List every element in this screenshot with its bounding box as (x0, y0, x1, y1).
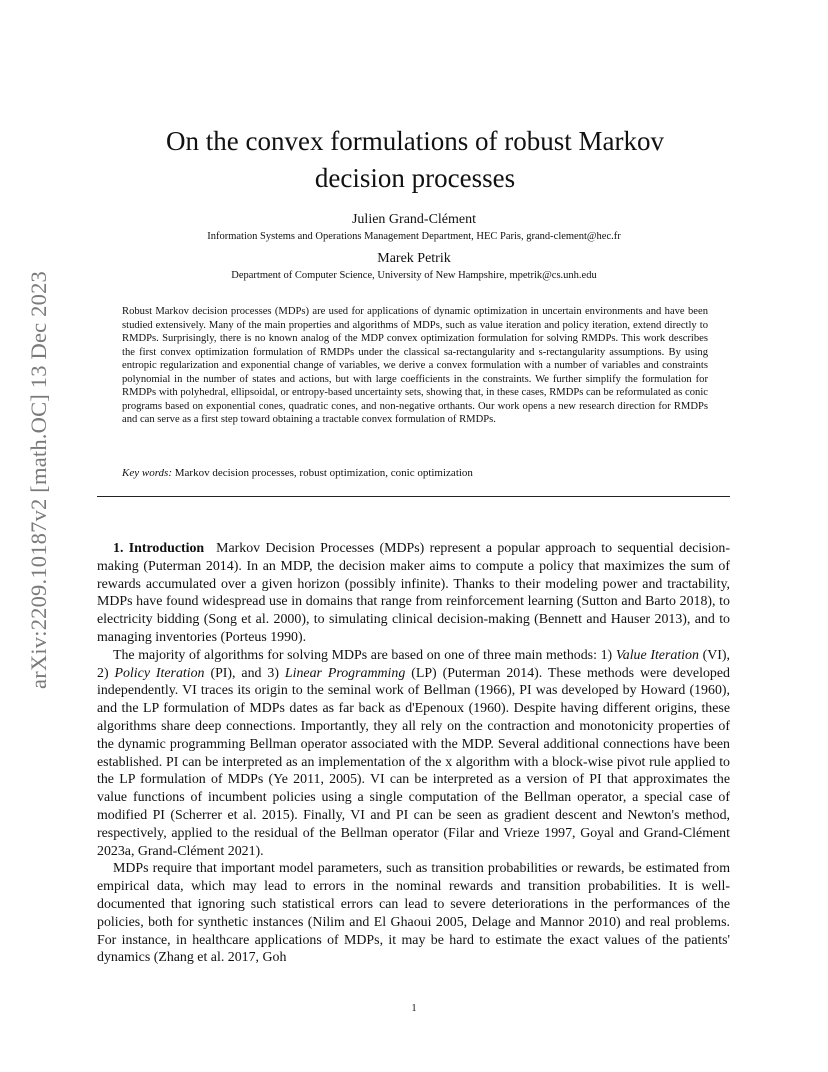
author-affiliation: Department of Computer Science, University of New Hampshire, mpetrik@cs.unh.edu (231, 270, 597, 281)
intro-paragraph-3: MDPs require that important model parameters, such as transition probabilities or rewards, be estimated from empirical data, which may lead to errors in the nominal rewards and transition probabilities. It is well-documented that ignoring such statistical errors can lead to severe deteriorations in the performances of the policies, both for synthetic instances (Nilim and El Ghaoui 2005, Delage and Mannor 2010) and real problems. For instance, in healthcare applications of MDPs, it may be hard to estimate the exact values of the patients' dynamics (Zhang et al. 2017, Goh (97, 861, 730, 966)
page-number: 1 (411, 1003, 417, 1014)
intro-paragraph-2 (97, 647, 730, 861)
term-value-iteration: Value Iteration (615, 647, 699, 663)
term-linear-programming: Linear Programming (284, 665, 406, 681)
paragraph-text: (VI), 2) (97, 647, 730, 681)
author-name: Julien Grand-Clément (351, 212, 477, 227)
keywords (122, 467, 708, 479)
paragraph-text: Markov Decision Processes (MDPs) represent a popular approach to sequential decision-making (Puterman 2014). In an MDP, the decision maker aims to compute a policy that maximizes the sum of rewards accumulated over a given horizon (possibly infinite). Thanks to their modeling power and tractability, MDPs have found widespread use in domains that range from reinforcement learning (Sutton and Barto 2018), to electricity bidding (Song et al. 2000), to simulating clinical decision-making (Bennett and Hauser 2013), and to managing inventories (Porteus 1990). (97, 541, 731, 645)
paragraph-text: The majority of algorithms for solving MDPs are based on one of three main methods: 1) (113, 647, 613, 663)
arxiv-sidebar (26, 265, 52, 695)
author-block-1 (100, 212, 728, 242)
keywords-label: Key words: (122, 467, 173, 479)
paragraph-text: (PI), and 3) (210, 665, 279, 681)
keywords-text: Markov decision processes, robust optimization, conic optimization (174, 467, 473, 479)
paragraph-text: (LP) (Puterman 2014). These methods were developed independently. VI traces its origin to the seminal work of Bellman (1966), PI was developed by Howard (1960), and the LP formulation of MDPs dates as far back as d'Epenoux (1960). Despite having different origins, these algorithms share deep connections. Importantly, they all rely on the contraction and monotonicity properties of the dynamic programming Bellman operator associated with the MDP. Several additional connections have been established. PI can be interpreted as an implementation of the x algorithm with a block-wise pivot rule applied to the LP formulation of MDPs (Ye 2011, 2005). VI can be interpreted as a version of PI that approximates the value functions of incumbent policies using a single computation of the Bellman operator, a special case of modified PI (Scherrer et al. 2015). Finally, VI and PI can be seen as gradient descent and Newton's method, respectively, applied to the residual of the Bellman operator (Filar and Vrieze 1997, Goyal and Grand-Clément 2023a, Grand-Clément 2021). (97, 665, 730, 859)
term-policy-iteration: Policy Iteration (114, 665, 205, 681)
author-affiliation: Information Systems and Operations Management Department, HEC Paris, grand-clement@hec.fr (207, 231, 621, 242)
body-text (97, 540, 730, 967)
section-heading: 1. Introduction (113, 541, 205, 556)
author-block-2 (100, 251, 728, 281)
author-name: Marek Petrik (377, 251, 451, 266)
header-rule (97, 496, 730, 497)
arxiv-identifier[interactable]: arXiv:2209.10187v2 [math.OC] 13 Dec 2023 (26, 271, 51, 689)
paper-title: On the convex formulations of robust Markov decision processes (166, 126, 664, 193)
intro-paragraph-1 (97, 540, 730, 647)
abstract: Robust Markov decision processes (MDPs) are used for applications of dynamic optimization in uncertain environments and have been studied extensively. Many of the main properties and algorithms of MDPs, such as value iteration and policy iteration, extend directly to RMDPs. Surprisingly, there is no known analog of the MDP convex optimization formulation for solving RMDPs. This work describes the first convex optimization formulation of RMDPs under the classical sa-rectangularity and s-rectangularity assumptions. By using entropic regularization and exponential change of variables, we derive a convex formulation with a number of variables and constraints polynomial in the number of states and actions, but with large coefficients in the constraints. We further simplify the formulation for RMDPs with polyhedral, ellipsoidal, or entropy-based uncertainty sets, showing that, in these cases, RMDPs can be reformulated as conic programs based on exponential cones, quadratic cones, and non-negative orthants. Our work opens a new research direction for RMDPs and can serve as a first step toward obtaining a tractable convex formulation of RMDPs. (122, 306, 708, 425)
